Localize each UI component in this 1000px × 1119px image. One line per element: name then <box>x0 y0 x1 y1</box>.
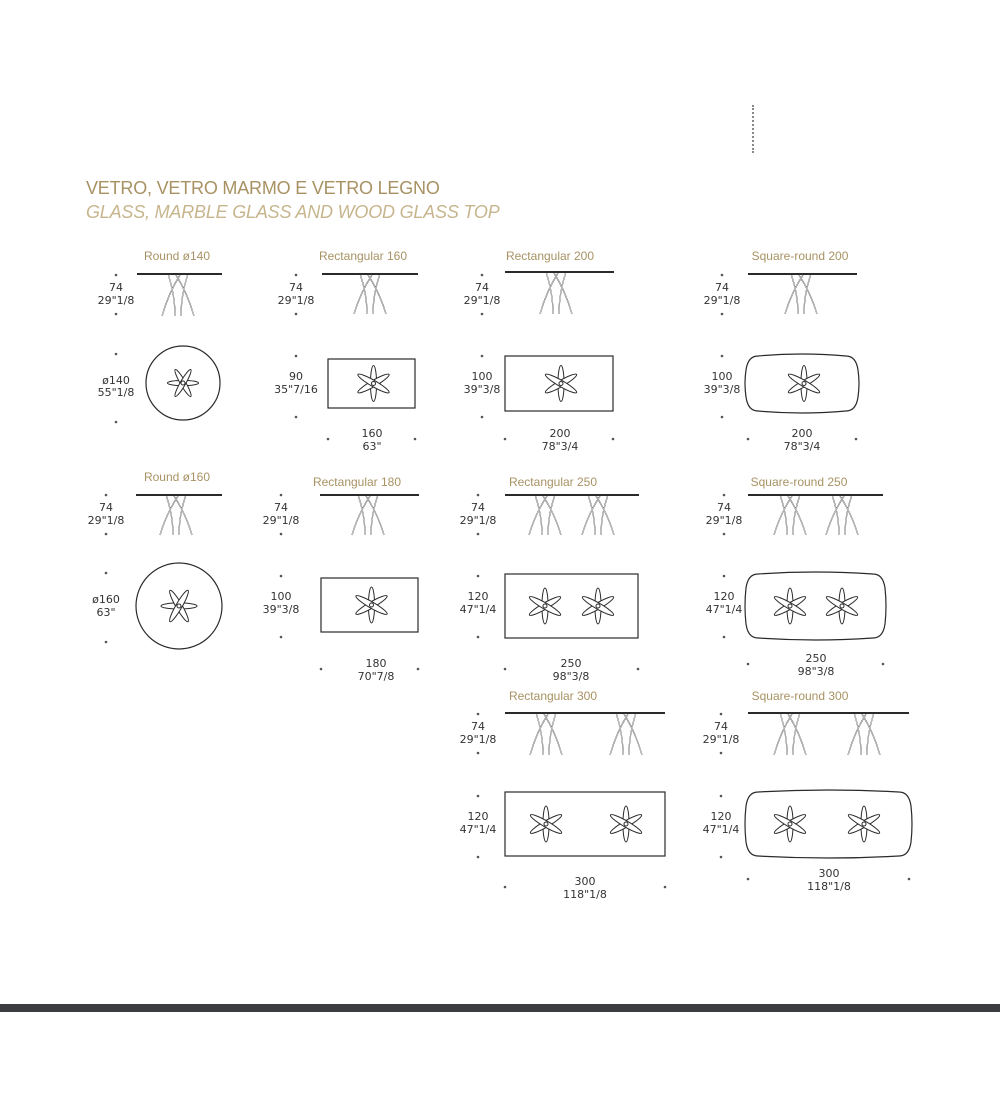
depth-cm: 100 <box>270 590 292 603</box>
model-label: Rectangular 250 <box>508 475 598 489</box>
table-rect-200 <box>464 249 615 453</box>
depth-cm: 100 <box>711 370 733 383</box>
section-title-italian: VETRO, VETRO MARMO E VETRO LEGNO <box>86 178 440 198</box>
depth-in: 47"1/4 <box>702 823 740 836</box>
height-in: 29"1/8 <box>87 514 125 527</box>
footer-bar <box>0 1004 1000 1012</box>
table-round-160 <box>88 470 222 649</box>
diameter-cm: ø160 <box>92 593 120 606</box>
height-cm: 74 <box>717 501 731 514</box>
height-in: 29"1/8 <box>705 514 743 527</box>
height-cm: 74 <box>274 501 288 514</box>
model-label: Rectangular 300 <box>508 689 598 703</box>
diameter-in: 63" <box>96 606 116 619</box>
depth-cm: 100 <box>471 370 493 383</box>
model-label: Square-round 200 <box>751 249 849 263</box>
diameter-in: 55"1/8 <box>97 386 135 399</box>
width-cm: 200 <box>549 427 571 440</box>
height-in: 29"1/8 <box>702 733 740 746</box>
width-in: 78"3/4 <box>541 440 579 453</box>
height-in: 29"1/8 <box>262 514 300 527</box>
height-cm: 74 <box>475 281 489 294</box>
section-title-english: GLASS, MARBLE GLASS AND WOOD GLASS TOP <box>86 202 500 222</box>
depth-in: 47"1/4 <box>705 603 743 616</box>
width-cm: 200 <box>791 427 813 440</box>
height-cm: 74 <box>289 281 303 294</box>
depth-in: 39"3/8 <box>703 383 741 396</box>
height-in: 29"1/8 <box>463 294 501 307</box>
width-in: 78"3/4 <box>783 440 821 453</box>
depth-in: 47"1/4 <box>459 823 497 836</box>
depth-in: 39"3/8 <box>463 383 501 396</box>
model-label: Rectangular 180 <box>312 475 402 489</box>
height-cm: 74 <box>714 720 728 733</box>
depth-in: 39"3/8 <box>262 603 300 616</box>
depth-in: 35"7/16 <box>274 383 318 396</box>
height-cm: 74 <box>471 720 485 733</box>
table-rect-300 <box>460 689 667 901</box>
depth-cm: 120 <box>713 590 735 603</box>
width-cm: 300 <box>574 875 596 888</box>
height-cm: 74 <box>471 501 485 514</box>
width-in: 98"3/8 <box>797 665 835 678</box>
width-cm: 180 <box>365 657 387 670</box>
height-cm: 74 <box>99 501 113 514</box>
table-rect-250 <box>460 475 640 683</box>
model-label: Rectangular 160 <box>318 249 408 263</box>
width-in: 63" <box>362 440 382 453</box>
depth-cm: 120 <box>467 810 489 823</box>
model-label: Round ø140 <box>143 249 211 263</box>
width-in: 118"1/8 <box>807 880 851 893</box>
width-in: 118"1/8 <box>563 888 607 901</box>
table-sqround-200 <box>704 249 859 453</box>
width-cm: 250 <box>560 657 582 670</box>
height-in: 29"1/8 <box>703 294 741 307</box>
table-sqround-300 <box>703 689 912 893</box>
model-label: Square-round 300 <box>751 689 849 703</box>
width-in: 98"3/8 <box>552 670 590 683</box>
table-rect-180 <box>263 475 420 683</box>
height-in: 29"1/8 <box>459 733 497 746</box>
width-cm: 300 <box>818 867 840 880</box>
depth-cm: 90 <box>289 370 303 383</box>
height-in: 29"1/8 <box>97 294 135 307</box>
width-cm: 250 <box>805 652 827 665</box>
height-in: 29"1/8 <box>459 514 497 527</box>
table-sqround-250 <box>706 475 886 678</box>
height-cm: 74 <box>715 281 729 294</box>
depth-cm: 120 <box>710 810 732 823</box>
model-label: Round ø160 <box>143 470 211 484</box>
width-cm: 160 <box>361 427 383 440</box>
model-label: Square-round 250 <box>750 475 848 489</box>
table-rect-160 <box>274 249 418 453</box>
width-in: 70"7/8 <box>357 670 395 683</box>
height-cm: 74 <box>109 281 123 294</box>
diameter-cm: ø140 <box>102 374 130 387</box>
model-label: Rectangular 200 <box>505 249 595 263</box>
height-in: 29"1/8 <box>277 294 315 307</box>
depth-cm: 120 <box>467 590 489 603</box>
table-round-140 <box>98 249 222 423</box>
depth-in: 47"1/4 <box>459 603 497 616</box>
